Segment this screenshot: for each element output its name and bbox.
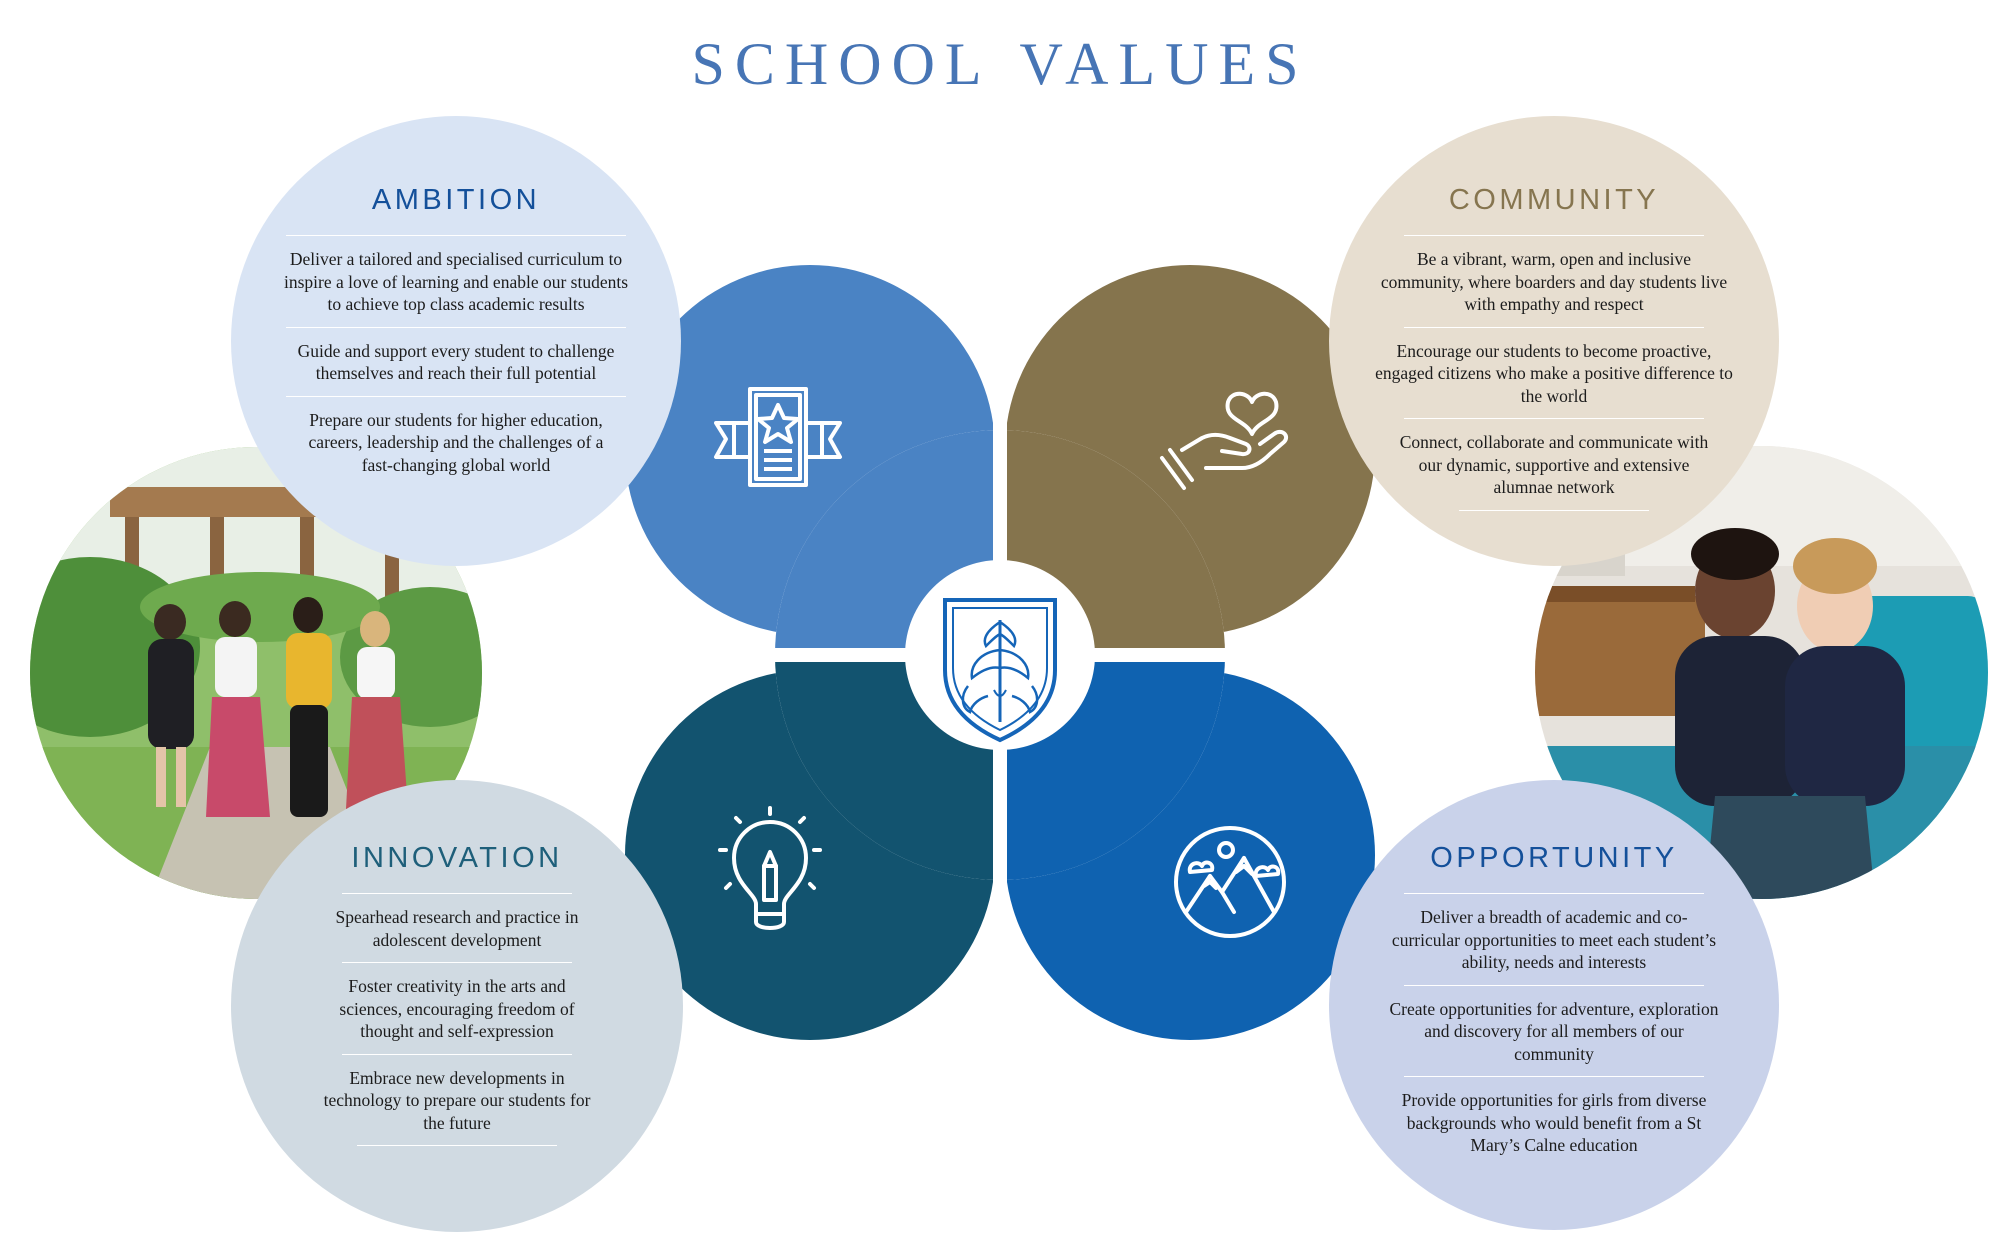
innovation-point-3: Embrace new developments in technology to prepare our students for the future [323, 1067, 591, 1133]
ambition-point-1: Deliver a tailored and specialised curriculum to inspire a love of learning and enable our students to achieve top class academic results [283, 249, 629, 314]
opportunity-value-circle [1329, 780, 1779, 1230]
ambition-point-3: Prepare our students for higher education, careers, leadership and the challenges of a fast-changing global world [308, 409, 604, 475]
ambition-point-2: Guide and support every student to challenge themselves and reach their full potential [297, 340, 615, 383]
community-value-circle [1329, 116, 1779, 566]
opportunity-heading: OPPORTUNITY [1430, 842, 1678, 874]
innovation-value-circle [231, 780, 683, 1232]
innovation-point-2: Foster creativity in the arts and sciences, encouraging freedom of thought and self-expression [339, 976, 575, 1041]
opportunity-point-3: Provide opportunities for girls from diverse backgrounds who would benefit from a St Mary’s Calne education [1401, 1090, 1707, 1155]
community-point-3: Connect, collaborate and communicate with our dynamic, supportive and extensive alumnae network [1399, 432, 1709, 497]
title-word-values: VALUES [1019, 31, 1309, 97]
innovation-point-1: Spearhead research and practice in adolescent development [335, 907, 579, 950]
community-heading: COMMUNITY [1448, 184, 1660, 216]
ambition-heading: AMBITION [371, 184, 541, 216]
ambition-value-circle [231, 116, 681, 566]
opportunity-point-2: Create opportunities for adventure, exploration and discovery for all members of our community [1389, 998, 1719, 1064]
community-point-1: Be a vibrant, warm, open and inclusive community, where boarders and day students live with empathy and respect [1380, 249, 1728, 314]
opportunity-point-1: Deliver a breadth of academic and co-curricular opportunities to meet each student’s ability, needs and interests [1391, 907, 1717, 972]
community-point-2: Encourage our students to become proactive, engaged citizens who make a positive difference to the world [1375, 340, 1733, 406]
title-word-school: SCHOOL [691, 31, 992, 97]
innovation-heading: INNOVATION [351, 842, 563, 874]
